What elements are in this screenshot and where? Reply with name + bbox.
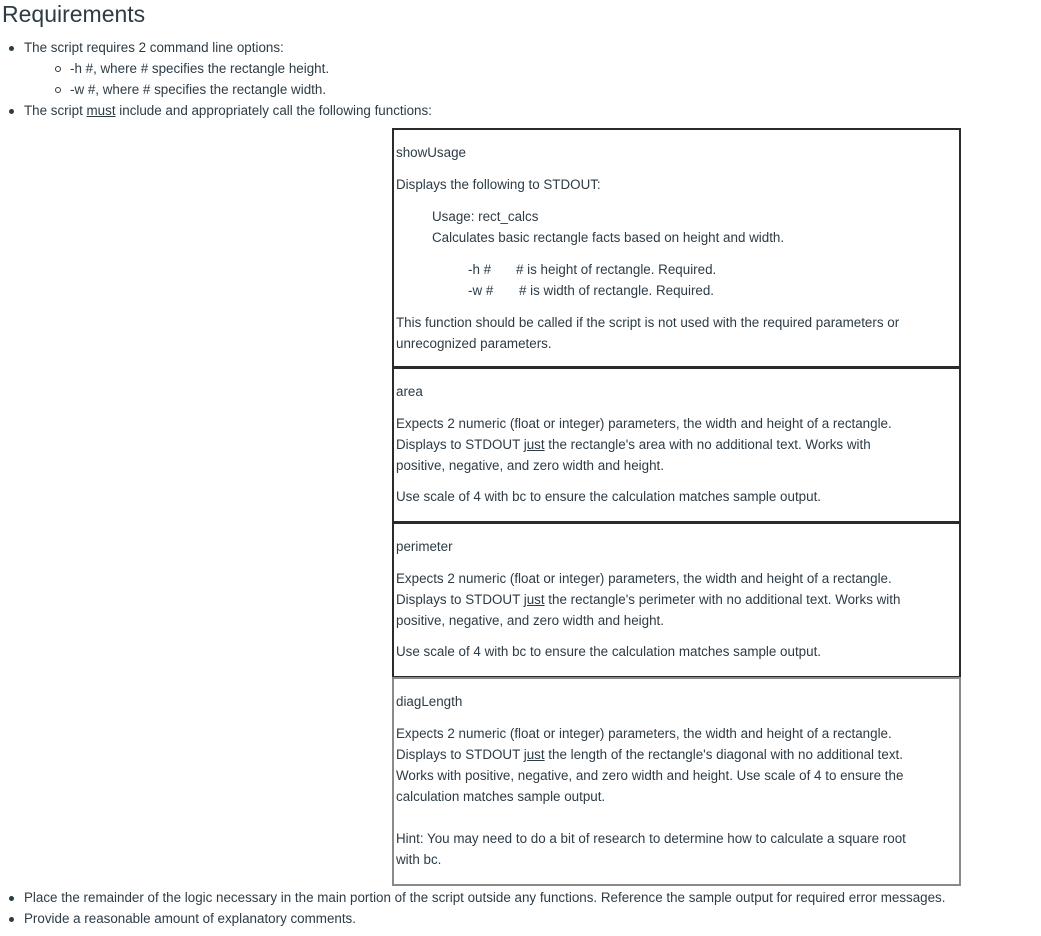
hint-text: Hint: You may need to do a bit of research to determine how to calculate a square root bbox=[396, 831, 906, 846]
hint-text: with bc. bbox=[396, 852, 442, 867]
emphasis-just: just bbox=[523, 437, 545, 452]
list-item bbox=[0, 100, 432, 121]
function-name: diagLength bbox=[396, 694, 463, 709]
function-text: Displays to STDOUT just the rectangle's perimeter with no additional text. Works with bbox=[396, 592, 901, 607]
page-title: Requirements bbox=[2, 1, 146, 27]
option-row-h bbox=[396, 259, 959, 280]
function-name: showUsage bbox=[396, 145, 466, 160]
function-text: Use scale of 4 with bc to ensure the calculation matches sample output. bbox=[396, 644, 822, 659]
list-item bbox=[0, 37, 432, 100]
sub-list-item: -w #, where # specifies the rectangle width. bbox=[24, 79, 432, 100]
sub-list-item: -h #, where # specifies the rectangle height. bbox=[24, 58, 432, 79]
function-text: Works with positive, negative, and zero width and height. Use scale of 4 to ensure the bbox=[396, 768, 904, 783]
function-name: perimeter bbox=[396, 539, 453, 554]
function-box-showusage bbox=[392, 128, 961, 368]
option-row-w bbox=[396, 280, 959, 301]
function-text: Displays to STDOUT just the rectangle's area with no additional text. Works with bbox=[396, 437, 871, 452]
bullet-text: The script bbox=[24, 103, 87, 118]
emphasis-just: just bbox=[523, 592, 545, 607]
usage-line: Calculates basic rectangle facts based on height and width. bbox=[432, 230, 785, 245]
bullet-text: The script requires 2 command line options: bbox=[24, 40, 284, 55]
options-sublist bbox=[24, 58, 432, 100]
function-text: Expects 2 numeric (float or integer) parameters, the width and height of a rectangle. bbox=[396, 416, 892, 431]
function-text: calculation matches sample output. bbox=[396, 789, 606, 804]
usage-line: Usage: rect_calcs bbox=[432, 209, 539, 224]
emphasis-must: must bbox=[86, 103, 116, 118]
function-text: positive, negative, and zero width and height. bbox=[396, 613, 664, 628]
emphasis-just: just bbox=[523, 747, 545, 762]
function-text: Expects 2 numeric (float or integer) parameters, the width and height of a rectangle. bbox=[396, 571, 892, 586]
function-box-perimeter bbox=[392, 522, 961, 678]
function-name: area bbox=[396, 384, 423, 399]
list-item: Place the remainder of the logic necessary in the main portion of the script outside any functions. Reference the sample output for required error messages. bbox=[0, 887, 945, 908]
function-note: This function should be called if the script is not used with the required parameters or bbox=[396, 315, 900, 330]
usage-block bbox=[396, 206, 959, 248]
function-description: Displays the following to STDOUT: bbox=[396, 177, 601, 192]
function-box-area bbox=[392, 367, 961, 523]
requirements-list-top bbox=[0, 37, 432, 121]
function-box-diaglength bbox=[392, 677, 961, 886]
option-flag: -w # bbox=[468, 283, 494, 298]
function-text: Displays to STDOUT just the length of the rectangle's diagonal with no additional text. bbox=[396, 747, 903, 762]
option-description: # is height of rectangle. Required. bbox=[516, 262, 717, 277]
function-text: positive, negative, and zero width and height. bbox=[396, 458, 664, 473]
function-text: Expects 2 numeric (float or integer) parameters, the width and height of a rectangle. bbox=[396, 726, 892, 741]
list-item: Provide a reasonable amount of explanatory comments. bbox=[0, 908, 945, 929]
function-text: Use scale of 4 with bc to ensure the calculation matches sample output. bbox=[396, 489, 822, 504]
option-description: # is width of rectangle. Required. bbox=[519, 283, 715, 298]
option-flag: -h # bbox=[468, 262, 492, 277]
requirements-list-bottom bbox=[0, 887, 945, 929]
function-note: unrecognized parameters. bbox=[396, 336, 552, 351]
bullet-text: include and appropriately call the following functions: bbox=[115, 103, 432, 118]
